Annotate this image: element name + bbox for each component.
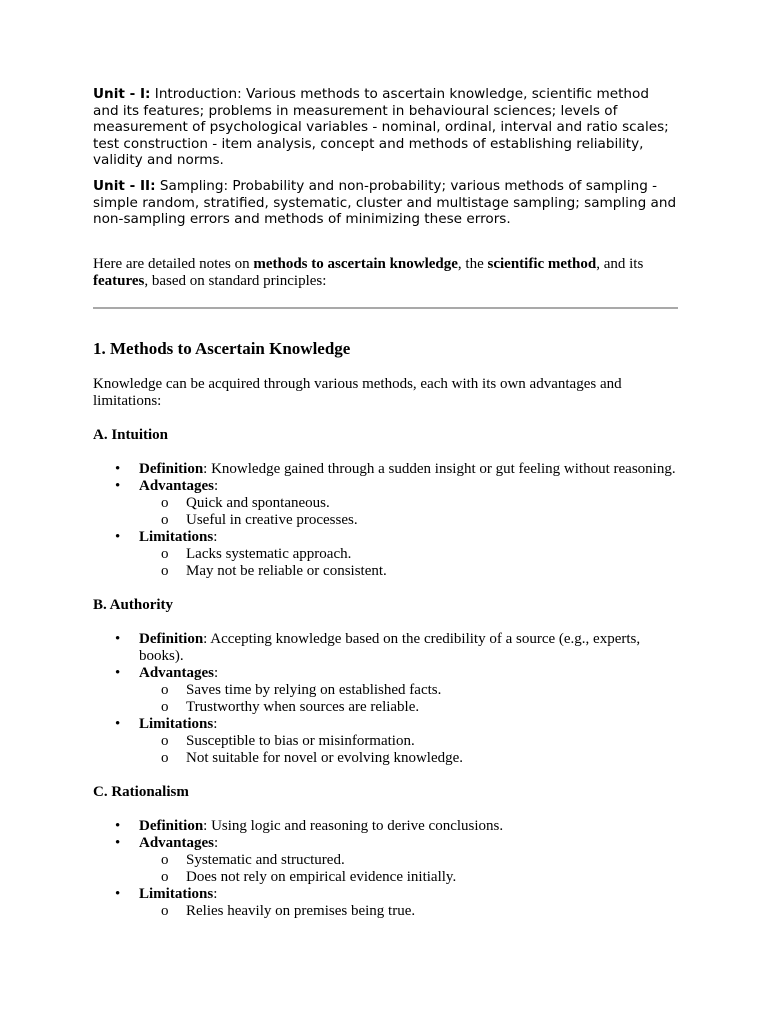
list-item-text: : (214, 664, 219, 681)
intro-paragraph (93, 256, 678, 290)
sub-list-item (139, 512, 678, 529)
list-item (93, 461, 678, 478)
list-item-label: Definition (139, 460, 204, 477)
bullet-list (93, 461, 678, 580)
circle-bullet-icon: o (161, 494, 169, 511)
list-item-text: : (214, 834, 219, 851)
sub-list-item-text: May not be reliable or consistent. (186, 562, 387, 579)
circle-bullet-icon: o (161, 902, 169, 919)
sub-bullet-list (139, 682, 678, 716)
unit-1-paragraph (93, 86, 678, 169)
bullet-list (93, 818, 678, 920)
unit-2-text: Sampling: Probability and non-probability; various methods of sampling - simple random, stratified, systematic, cluster and multistage sampling; sampling and non-sampling errors and methods of minimizing these errors. (93, 177, 677, 228)
sub-bullet-list (139, 852, 678, 886)
list-item-label: Definition (139, 817, 204, 834)
subsection-heading: A. Intuition (93, 426, 169, 443)
sub-list-item-text: Not suitable for novel or evolving knowledge. (186, 749, 464, 766)
circle-bullet-icon: o (161, 698, 169, 715)
bullet-icon: • (115, 630, 121, 647)
sub-list-item (139, 682, 678, 699)
subsections-container (93, 427, 678, 920)
sub-list-item-text: Saves time by relying on established facts. (186, 681, 442, 698)
unit-1-text: Introduction: Various methods to ascertain knowledge, scientific method and its features; problems in measurement in behavioural sciences; levels of measurement of psychological variables - nominal, ordinal, interval and ratio scales; test construction - item analysis, concept and methods of establishing reliability, validity and norms. (93, 86, 669, 169)
list-item-label: Limitations (139, 528, 214, 545)
circle-bullet-icon: o (161, 851, 169, 868)
bullet-icon: • (115, 528, 121, 545)
intro-bold-scientific-method: scientific method (487, 255, 597, 272)
circle-bullet-icon: o (161, 749, 169, 766)
section-heading: 1. Methods to Ascertain Knowledge (93, 338, 351, 358)
list-item-label: Advantages (139, 477, 215, 494)
intro-bold-features: features (93, 272, 145, 289)
bullet-icon: • (115, 477, 121, 494)
list-item-label: Limitations (139, 715, 214, 732)
list-item-text: : (213, 715, 218, 732)
list-item (93, 631, 678, 665)
intro-text: , based on standard principles: (144, 272, 327, 289)
bullet-icon: • (115, 834, 121, 851)
intro-text: , and its (596, 255, 644, 272)
list-item (93, 529, 678, 580)
sub-list-item-text: Useful in creative processes. (186, 511, 358, 528)
sub-list-item (139, 495, 678, 512)
sub-list-item-text: Susceptible to bias or misinformation. (186, 732, 415, 749)
unit-1-label: Unit - I: (93, 86, 151, 102)
sub-list-item (139, 699, 678, 716)
sub-list-item (139, 869, 678, 886)
list-item (93, 818, 678, 835)
list-item (93, 835, 678, 886)
sub-list-item-text: Does not rely on empirical evidence initially. (186, 868, 457, 885)
circle-bullet-icon: o (161, 562, 169, 579)
bullet-icon: • (115, 885, 121, 902)
sub-list-item-text: Lacks systematic approach. (186, 545, 352, 562)
list-item (93, 886, 678, 920)
list-item-text: : Using logic and reasoning to derive conclusions. (203, 817, 504, 834)
list-item-text: : (213, 528, 218, 545)
list-item-text: : Knowledge gained through a sudden insight or gut feeling without reasoning. (203, 460, 676, 477)
list-item (93, 716, 678, 767)
list-item-text: : Accepting knowledge based on the credibility of a source (e.g., experts, books). (139, 630, 641, 664)
sub-bullet-list (139, 733, 678, 767)
sub-list-item-text: Relies heavily on premises being true. (186, 902, 416, 919)
list-item (93, 478, 678, 529)
subsection-heading: C. Rationalism (93, 783, 189, 800)
subsection-heading: B. Authority (93, 596, 174, 613)
unit-2-paragraph (93, 178, 678, 228)
sub-list-item (139, 903, 678, 920)
unit-2-label: Unit - II: (93, 177, 156, 194)
bullet-icon: • (115, 460, 121, 477)
document-page (93, 86, 678, 920)
intro-text: , the (457, 255, 488, 272)
circle-bullet-icon: o (161, 511, 169, 528)
list-item-label: Limitations (139, 885, 214, 902)
sub-list-item (139, 546, 678, 563)
sub-list-item-text: Trustworthy when sources are reliable. (186, 698, 420, 715)
sub-list-item-text: Systematic and structured. (186, 851, 345, 868)
circle-bullet-icon: o (161, 732, 169, 749)
sub-list-item (139, 733, 678, 750)
sub-bullet-list (139, 903, 678, 920)
sub-list-item (139, 750, 678, 767)
circle-bullet-icon: o (161, 545, 169, 562)
list-item (93, 665, 678, 716)
list-item-label: Advantages (139, 834, 215, 851)
circle-bullet-icon: o (161, 681, 169, 698)
horizontal-divider (93, 307, 678, 309)
intro-text: Here are detailed notes on (93, 255, 254, 272)
sub-bullet-list (139, 495, 678, 529)
bullet-icon: • (115, 664, 121, 681)
bullet-icon: • (115, 715, 121, 732)
circle-bullet-icon: o (161, 868, 169, 885)
sub-list-item (139, 852, 678, 869)
list-item-label: Definition (139, 630, 204, 647)
section-lead-paragraph: Knowledge can be acquired through various methods, each with its own advantages and limitations: (93, 375, 622, 409)
sub-list-item-text: Quick and spontaneous. (186, 494, 330, 511)
sub-bullet-list (139, 546, 678, 580)
sub-list-item (139, 563, 678, 580)
list-item-label: Advantages (139, 664, 215, 681)
bullet-icon: • (115, 817, 121, 834)
intro-bold-methods: methods to ascertain knowledge (253, 255, 458, 272)
bullet-list (93, 631, 678, 767)
list-item-text: : (214, 477, 219, 494)
list-item-text: : (213, 885, 218, 902)
